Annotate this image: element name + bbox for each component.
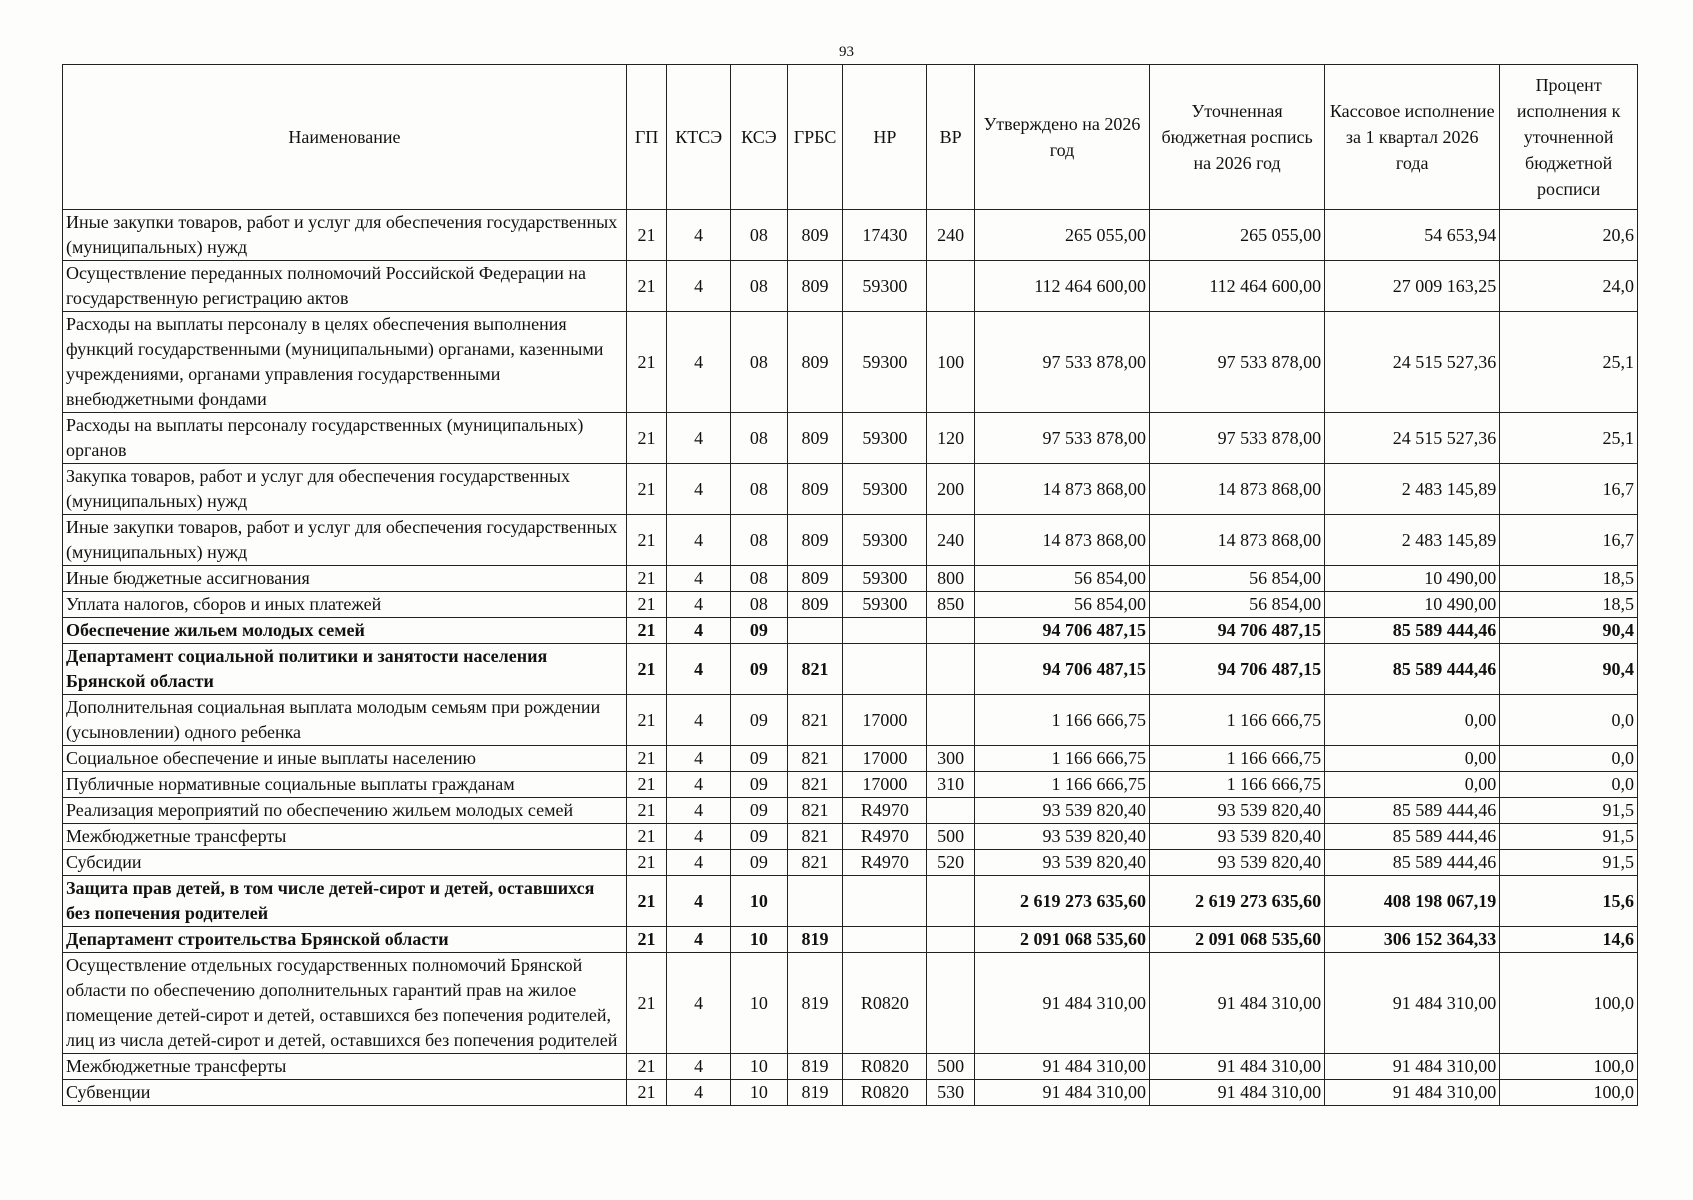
cell-vr: 500 [927,824,975,850]
cell-name: Защита прав детей, в том числе детей-сирот и детей, оставшихся без попечения родителей [63,876,627,927]
cell-ktse: 4 [667,824,731,850]
cell-ktse: 4 [667,876,731,927]
cell-approved: 97 533 878,00 [974,312,1149,413]
cell-cash: 10 490,00 [1325,566,1500,592]
cell-ktse: 4 [667,1080,731,1106]
cell-name: Межбюджетные трансферты [63,824,627,850]
cell-nr: R4970 [843,798,927,824]
header-kse: КСЭ [731,65,788,210]
cell-kse: 10 [731,953,788,1054]
cell-grbs: 819 [787,927,843,953]
cell-approved: 112 464 600,00 [974,261,1149,312]
cell-ktse: 4 [667,850,731,876]
cell-nr [843,618,927,644]
cell-percent: 25,1 [1500,312,1638,413]
cell-gp: 21 [626,312,666,413]
cell-cash: 85 589 444,46 [1325,850,1500,876]
cell-kse: 09 [731,850,788,876]
cell-cash: 408 198 067,19 [1325,876,1500,927]
cell-name: Межбюджетные трансферты [63,1054,627,1080]
cell-refined: 94 706 487,15 [1150,618,1325,644]
cell-kse: 09 [731,772,788,798]
cell-ktse: 4 [667,695,731,746]
cell-gp: 21 [626,618,666,644]
cell-vr: 100 [927,312,975,413]
cell-ktse: 4 [667,746,731,772]
cell-vr [927,261,975,312]
cell-vr [927,644,975,695]
cell-approved: 2 091 068 535,60 [974,927,1149,953]
cell-vr: 520 [927,850,975,876]
header-name: Наименование [63,65,627,210]
cell-approved: 1 166 666,75 [974,695,1149,746]
cell-approved: 94 706 487,15 [974,618,1149,644]
cell-cash: 24 515 527,36 [1325,413,1500,464]
cell-kse: 09 [731,824,788,850]
cell-name: Осуществление отдельных государственных полномочий Брянской области по обеспечению дополнительных гарантий прав на жилое помещение детей-сирот и детей, оставшихся без попечения родителей, лиц из числа детей-сирот и детей, оставшихся без попечения родителей [63,953,627,1054]
cell-percent: 20,6 [1500,210,1638,261]
cell-grbs: 821 [787,798,843,824]
cell-kse: 08 [731,413,788,464]
cell-approved: 91 484 310,00 [974,1080,1149,1106]
cell-name: Субсидии [63,850,627,876]
cell-refined: 91 484 310,00 [1150,1080,1325,1106]
cell-grbs: 819 [787,1054,843,1080]
cell-grbs: 821 [787,746,843,772]
cell-name: Реализация мероприятий по обеспечению жильем молодых семей [63,798,627,824]
cell-refined: 56 854,00 [1150,592,1325,618]
cell-kse: 09 [731,746,788,772]
cell-refined: 97 533 878,00 [1150,312,1325,413]
cell-gp: 21 [626,772,666,798]
cell-cash: 91 484 310,00 [1325,1054,1500,1080]
cell-vr: 850 [927,592,975,618]
cell-kse: 10 [731,1080,788,1106]
cell-percent: 100,0 [1500,1080,1638,1106]
cell-refined: 56 854,00 [1150,566,1325,592]
cell-nr: R0820 [843,1054,927,1080]
cell-nr: 59300 [843,566,927,592]
cell-ktse: 4 [667,210,731,261]
table-row [63,592,1638,618]
cell-kse: 08 [731,592,788,618]
cell-kse: 08 [731,566,788,592]
table-body [63,210,1638,1106]
cell-gp: 21 [626,927,666,953]
table-row [63,618,1638,644]
cell-vr: 800 [927,566,975,592]
cell-percent: 91,5 [1500,798,1638,824]
cell-name: Иные закупки товаров, работ и услуг для обеспечения государственных (муниципальных) нужд [63,515,627,566]
cell-gp: 21 [626,261,666,312]
cell-approved: 93 539 820,40 [974,850,1149,876]
cell-grbs: 809 [787,312,843,413]
cell-percent: 100,0 [1500,1054,1638,1080]
cell-ktse: 4 [667,566,731,592]
cell-gp: 21 [626,746,666,772]
header-ktse: КТСЭ [667,65,731,210]
cell-name: Субвенции [63,1080,627,1106]
cell-vr: 240 [927,515,975,566]
cell-kse: 10 [731,1054,788,1080]
cell-approved: 14 873 868,00 [974,515,1149,566]
cell-name: Расходы на выплаты персоналу государственных (муниципальных) органов [63,413,627,464]
cell-cash: 2 483 145,89 [1325,515,1500,566]
cell-cash: 2 483 145,89 [1325,464,1500,515]
cell-nr: 59300 [843,592,927,618]
cell-kse: 08 [731,210,788,261]
cell-ktse: 4 [667,644,731,695]
table-row [63,953,1638,1054]
cell-vr [927,798,975,824]
cell-gp: 21 [626,566,666,592]
cell-grbs: 821 [787,824,843,850]
cell-nr: 17000 [843,772,927,798]
cell-vr: 200 [927,464,975,515]
cell-ktse: 4 [667,772,731,798]
cell-gp: 21 [626,515,666,566]
cell-gp: 21 [626,798,666,824]
cell-gp: 21 [626,876,666,927]
cell-approved: 56 854,00 [974,566,1149,592]
cell-approved: 56 854,00 [974,592,1149,618]
cell-grbs: 821 [787,695,843,746]
cell-gp: 21 [626,644,666,695]
cell-vr: 500 [927,1054,975,1080]
table-row [63,927,1638,953]
cell-name: Иные бюджетные ассигнования [63,566,627,592]
table-row [63,824,1638,850]
cell-refined: 2 619 273 635,60 [1150,876,1325,927]
cell-vr [927,953,975,1054]
cell-refined: 97 533 878,00 [1150,413,1325,464]
cell-cash: 24 515 527,36 [1325,312,1500,413]
cell-refined: 1 166 666,75 [1150,772,1325,798]
cell-name: Обеспечение жильем молодых семей [63,618,627,644]
cell-ktse: 4 [667,798,731,824]
cell-nr: R4970 [843,850,927,876]
cell-vr: 310 [927,772,975,798]
cell-ktse: 4 [667,312,731,413]
cell-percent: 15,6 [1500,876,1638,927]
cell-gp: 21 [626,695,666,746]
cell-refined: 91 484 310,00 [1150,1054,1325,1080]
cell-approved: 265 055,00 [974,210,1149,261]
cell-nr: 17430 [843,210,927,261]
cell-cash: 54 653,94 [1325,210,1500,261]
cell-gp: 21 [626,1080,666,1106]
cell-cash: 91 484 310,00 [1325,1080,1500,1106]
cell-ktse: 4 [667,515,731,566]
cell-nr: 59300 [843,312,927,413]
cell-percent: 100,0 [1500,953,1638,1054]
cell-gp: 21 [626,464,666,515]
cell-grbs [787,618,843,644]
cell-name: Уплата налогов, сборов и иных платежей [63,592,627,618]
cell-gp: 21 [626,824,666,850]
cell-cash: 306 152 364,33 [1325,927,1500,953]
table-row [63,876,1638,927]
cell-approved: 1 166 666,75 [974,746,1149,772]
table-row [63,515,1638,566]
cell-nr [843,927,927,953]
cell-approved: 93 539 820,40 [974,824,1149,850]
cell-refined: 2 091 068 535,60 [1150,927,1325,953]
cell-approved: 91 484 310,00 [974,953,1149,1054]
cell-percent: 0,0 [1500,746,1638,772]
cell-vr [927,695,975,746]
cell-grbs: 809 [787,464,843,515]
cell-gp: 21 [626,850,666,876]
cell-nr [843,876,927,927]
header-percent: Процент исполнения к уточненной бюджетной росписи [1500,65,1638,210]
cell-refined: 94 706 487,15 [1150,644,1325,695]
table-header-row [63,65,1638,210]
cell-kse: 10 [731,876,788,927]
cell-approved: 14 873 868,00 [974,464,1149,515]
cell-vr: 240 [927,210,975,261]
cell-refined: 14 873 868,00 [1150,464,1325,515]
cell-grbs: 809 [787,592,843,618]
cell-kse: 08 [731,261,788,312]
cell-name: Департамент строительства Брянской области [63,927,627,953]
cell-approved: 94 706 487,15 [974,644,1149,695]
cell-percent: 25,1 [1500,413,1638,464]
cell-grbs: 809 [787,210,843,261]
table-row [63,210,1638,261]
cell-kse: 08 [731,312,788,413]
cell-percent: 90,4 [1500,644,1638,695]
header-grbs: ГРБС [787,65,843,210]
cell-percent: 24,0 [1500,261,1638,312]
cell-percent: 14,6 [1500,927,1638,953]
cell-nr: 59300 [843,464,927,515]
cell-percent: 16,7 [1500,515,1638,566]
cell-cash: 27 009 163,25 [1325,261,1500,312]
cell-cash: 0,00 [1325,695,1500,746]
table-row [63,413,1638,464]
table-row [63,746,1638,772]
cell-nr [843,644,927,695]
cell-name: Расходы на выплаты персоналу в целях обеспечения выполнения функций государственными (муниципальными) органами, казенными учреждениями, органами управления государственными внебюджетными фондами [63,312,627,413]
table-row [63,261,1638,312]
cell-nr: 59300 [843,261,927,312]
cell-ktse: 4 [667,592,731,618]
cell-nr: 59300 [843,413,927,464]
table-row [63,798,1638,824]
cell-name: Иные закупки товаров, работ и услуг для обеспечения государственных (муниципальных) нужд [63,210,627,261]
cell-cash: 85 589 444,46 [1325,824,1500,850]
cell-refined: 1 166 666,75 [1150,746,1325,772]
cell-grbs [787,876,843,927]
cell-approved: 91 484 310,00 [974,1054,1149,1080]
cell-name: Публичные нормативные социальные выплаты гражданам [63,772,627,798]
cell-grbs: 821 [787,772,843,798]
cell-percent: 90,4 [1500,618,1638,644]
cell-nr: 17000 [843,695,927,746]
cell-grbs: 809 [787,566,843,592]
cell-nr: R4970 [843,824,927,850]
cell-cash: 0,00 [1325,772,1500,798]
cell-ktse: 4 [667,464,731,515]
cell-ktse: 4 [667,618,731,644]
cell-gp: 21 [626,1054,666,1080]
cell-refined: 265 055,00 [1150,210,1325,261]
cell-vr [927,876,975,927]
cell-name: Закупка товаров, работ и услуг для обеспечения государственных (муниципальных) нужд [63,464,627,515]
cell-grbs: 809 [787,515,843,566]
table-row [63,695,1638,746]
cell-nr: R0820 [843,1080,927,1106]
cell-gp: 21 [626,210,666,261]
cell-vr [927,927,975,953]
cell-ktse: 4 [667,413,731,464]
page-number: 93 [839,44,854,60]
cell-approved: 1 166 666,75 [974,772,1149,798]
table-row [63,464,1638,515]
cell-kse: 08 [731,515,788,566]
cell-kse: 09 [731,798,788,824]
cell-vr: 530 [927,1080,975,1106]
cell-cash: 91 484 310,00 [1325,953,1500,1054]
cell-grbs: 809 [787,261,843,312]
table-row [63,772,1638,798]
cell-approved: 97 533 878,00 [974,413,1149,464]
cell-percent: 18,5 [1500,592,1638,618]
table-row [63,644,1638,695]
cell-refined: 93 539 820,40 [1150,850,1325,876]
cell-vr: 300 [927,746,975,772]
cell-grbs: 819 [787,1080,843,1106]
cell-ktse: 4 [667,261,731,312]
cell-percent: 18,5 [1500,566,1638,592]
cell-refined: 93 539 820,40 [1150,798,1325,824]
cell-grbs: 821 [787,850,843,876]
cell-grbs: 821 [787,644,843,695]
cell-ktse: 4 [667,927,731,953]
cell-percent: 91,5 [1500,824,1638,850]
cell-cash: 0,00 [1325,746,1500,772]
cell-kse: 08 [731,464,788,515]
header-approved: Утверждено на 2026 год [974,65,1149,210]
cell-approved: 2 619 273 635,60 [974,876,1149,927]
cell-vr [927,618,975,644]
cell-refined: 112 464 600,00 [1150,261,1325,312]
cell-cash: 85 589 444,46 [1325,644,1500,695]
cell-nr: 59300 [843,515,927,566]
budget-execution-table [62,64,1638,1106]
cell-percent: 0,0 [1500,772,1638,798]
header-refined: Уточненная бюджетная роспись на 2026 год [1150,65,1325,210]
cell-percent: 0,0 [1500,695,1638,746]
cell-name: Осуществление переданных полномочий Российской Федерации на государственную регистрацию актов [63,261,627,312]
cell-gp: 21 [626,413,666,464]
header-gp: ГП [626,65,666,210]
table-row [63,850,1638,876]
cell-refined: 93 539 820,40 [1150,824,1325,850]
cell-percent: 91,5 [1500,850,1638,876]
cell-kse: 09 [731,695,788,746]
cell-grbs: 809 [787,413,843,464]
cell-gp: 21 [626,953,666,1054]
cell-refined: 14 873 868,00 [1150,515,1325,566]
table-row [63,566,1638,592]
table-row [63,1080,1638,1106]
cell-refined: 91 484 310,00 [1150,953,1325,1054]
cell-cash: 10 490,00 [1325,592,1500,618]
cell-kse: 09 [731,618,788,644]
cell-ktse: 4 [667,1054,731,1080]
cell-kse: 10 [731,927,788,953]
cell-name: Департамент социальной политики и занятости населения Брянской области [63,644,627,695]
cell-vr: 120 [927,413,975,464]
cell-approved: 93 539 820,40 [974,798,1149,824]
cell-name: Дополнительная социальная выплата молодым семьям при рождении (усыновлении) одного ребенка [63,695,627,746]
header-cash: Кассовое исполнение за 1 квартал 2026 года [1325,65,1500,210]
table-row [63,1054,1638,1080]
cell-kse: 09 [731,644,788,695]
cell-name: Социальное обеспечение и иные выплаты населению [63,746,627,772]
cell-cash: 85 589 444,46 [1325,618,1500,644]
cell-nr: 17000 [843,746,927,772]
header-nr: НР [843,65,927,210]
header-vr: ВР [927,65,975,210]
cell-nr: R0820 [843,953,927,1054]
cell-ktse: 4 [667,953,731,1054]
cell-cash: 85 589 444,46 [1325,798,1500,824]
cell-gp: 21 [626,592,666,618]
cell-grbs: 819 [787,953,843,1054]
table-row [63,312,1638,413]
cell-refined: 1 166 666,75 [1150,695,1325,746]
cell-percent: 16,7 [1500,464,1638,515]
